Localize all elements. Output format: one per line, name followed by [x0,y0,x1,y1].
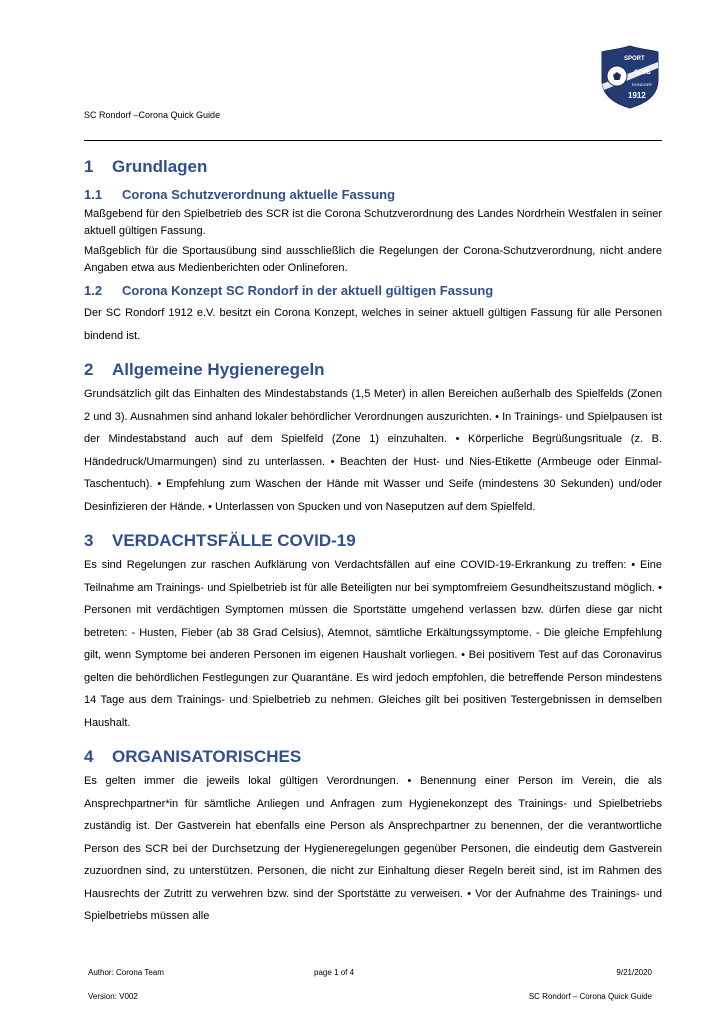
footer-version: Version: V002 [88,992,138,1001]
section-number: 2 [84,360,94,380]
section-title: Grundlagen [112,157,208,176]
subsection-1-1-heading [84,186,662,204]
section-3-heading [84,528,662,554]
footer-date: 9/21/2020 [616,968,652,977]
header-divider [84,140,662,141]
section-4-heading [84,744,662,770]
footer-author: Author: Corona Team [88,968,164,977]
paragraph: Es gelten immer die jeweils lokal gültigen Verordnungen. • Benennung einer Person im Verein, die als Ansprechpartner*in für sämtliche Anliegen und Anfragen zum Hygienekonzept des Trainings- und Spielbetriebs zuständig ist. Der Gastverein hat ebenfalls eine Person als Ansprechpartner zu benennen, der die verantwortliche Person des SCR bei der Durchsetzung der Hygieneregelungen gegenüber Personen, die eindeutig dem Gastverein zuzuordnen sind, zu unterstützen. Personen, die nicht zur Einhaltung dieser Regeln bereit sind, ist im Rahmen des Hausrechts der Zutritt zu verwehren bzw. sind der Sportstätte zu verweisen. • Vor der Aufnahme des Trainings- und Spielbetriebs müssen alle [84,775,662,923]
subsection-number: 1.1 [84,187,103,202]
logo-text-rondorf: RONDORF [632,82,653,87]
section-title: ORGANISATORISCHES [112,747,302,767]
section-title: VERDACHTSFÄLLE COVID-19 [112,531,356,551]
section-number: 1 [84,157,94,176]
section-title: Allgemeine Hygieneregeln [112,360,325,380]
subsection-1-2-heading [84,282,662,300]
document-body [84,154,662,932]
footer-page-number: page 1 of 4 [314,968,355,977]
paragraph: Maßgeblich für die Sportausübung sind ausschließlich die Regelungen der Corona-Schutzverordnung, nicht andere Angaben etwa aus Medienberichten oder Onlineforen. [84,245,662,274]
logo-text-sport: SPORT [624,56,645,62]
paragraph: Maßgebend für den Spielbetrieb des SCR ist die Corona Schutzverordnung des Landes Nordrhein Westfalen in seiner aktuell gültigen Fassung. [84,208,662,237]
section-1-heading [84,154,662,180]
header-title: SC Rondorf –Corona Quick Guide [84,110,221,120]
paragraph: Grundsätzlich gilt das Einhalten des Mindestabstands (1,5 Meter) in allen Bereichen außerhalb des Spielfelds (Zonen 2 und 3). Ausnahmen sind anhand lokaler behördlicher Verordnungen auszurichten. • In Trainings- und Spielpausen ist der Mindestabstand auch auf dem Spielfeld (Zone 1) einzuhalten. • Körperliche Begrüßungsrituale (z. B. Händedruck/Umarmungen) sind zu unterlassen. • Beachten der Hust- und Nies-Etikette (Armbeuge oder Einmal-Taschentuch). • Empfehlung zum Waschen der Hände mit Wasser und Seife (mindestens 30 Sekunden) und/oder Desinfizieren der Hände. • Unterlassen von Spucken und von Naseputzen auf dem Spielfeld. [84,388,662,513]
subsection-title: Corona Schutzverordnung aktuelle Fassung [122,187,396,202]
sc-rondorf-logo [600,44,660,110]
subsection-number: 1.2 [84,283,103,299]
section-number: 3 [84,531,94,551]
paragraph: Der SC Rondorf 1912 e.V. besitzt ein Corona Konzept, welches in seiner aktuell gültigen Fassung für alle Personen bindend ist. [84,307,662,342]
section-number: 4 [84,747,94,767]
page-header [84,106,662,142]
subsection-title: Corona Konzept SC Rondorf in der aktuell gültigen Fassung [122,283,494,299]
footer-document-title: SC Rondorf – Corona Quick Guide [528,992,652,1001]
page-footer [84,968,662,1008]
section-2-heading [84,357,662,383]
logo-text-year: 1912 [628,91,646,100]
logo-text-club: CLUB [634,70,651,76]
paragraph: Es sind Regelungen zur raschen Aufklärung von Verdachtsfällen auf eine COVID-19-Erkrankung zu treffen: • Eine Teilnahme am Trainings- und Spielbetrieb ist für alle Beteiligten nur bei symptomfreiem Gesundheitszustand möglich. • Personen mit verdächtigen Symptomen müssen die Sportstätte umgehend verlassen bzw. dürfen diese gar nicht betreten: - Husten, Fieber (ab 38 Grad Celsius), Atemnot, sämtliche Erkältungssymptome. - Die gleiche Empfehlung gilt, wenn Symptome bei anderen Personen im eigenen Haushalt vorliegen. • Bei positivem Test auf das Coronavirus gelten die behördlichen Festlegungen zur Quarantäne. Es wird jedoch empfohlen, die betreffende Person mindestens 14 Tage aus dem Trainings- und Spielbetrieb zu nehmen. Gleiches gilt bei positiven Testergebnissen in demselben Haushalt. [84,559,662,729]
